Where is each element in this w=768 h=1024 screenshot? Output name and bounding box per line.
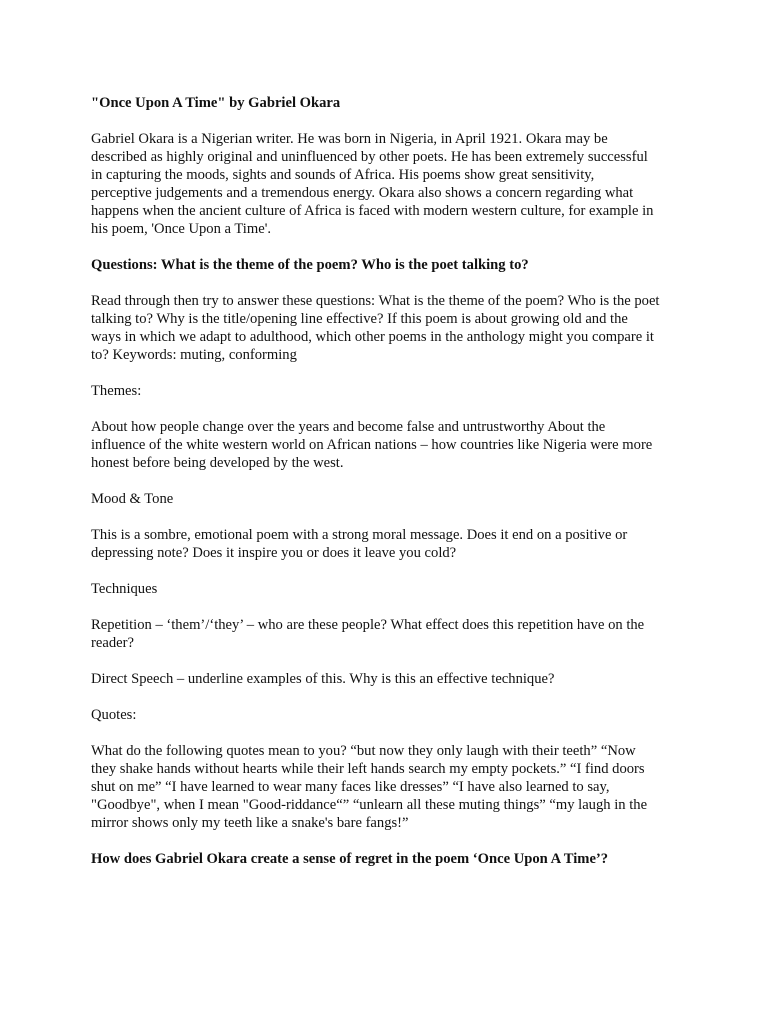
questions-paragraph: Read through then try to answer these questions: What is the theme of the poem? Who is the poet talking to? Why is the title/opening line effective? If this poem is about growing old and the ways in which we adapt to adulthood, which other poems in the anthology might you compare it to? Keywords: muting, conforming — [91, 293, 660, 363]
document-title: "Once Upon A Time" by Gabriel Okara — [91, 95, 341, 111]
themes-paragraph: About how people change over the years and become false and untrustworthy About the influence of the white western world on African nations – how countries like Nigeria were more honest before being developed by the west. — [91, 419, 653, 471]
questions-heading: Questions: What is the theme of the poem? Who is the poet talking to? — [91, 257, 529, 273]
mood-label: Mood & Tone — [91, 491, 174, 507]
final-question: How does Gabriel Okara create a sense of regret in the poem ‘Once Upon A Time’? — [91, 851, 609, 867]
repetition-paragraph: Repetition – ‘them’/‘they’ – who are these people? What effect does this repetition have on the reader? — [91, 617, 645, 651]
intro-paragraph: Gabriel Okara is a Nigerian writer. He was born in Nigeria, in April 1921. Okara may be described as highly original and uninfluenced by other poets. He has been extremely successful in capturing the moods, sights and sounds of Africa. His poems show great sensitivity, perceptive judgements and a tremendous energy. Okara also shows a concern regarding what happens when the ancient culture of Africa is faced with modern western culture, for example in his poem, 'Once Upon a Time'. — [91, 131, 654, 237]
direct-speech-paragraph: Direct Speech – underline examples of this. Why is this an effective technique? — [91, 671, 555, 687]
mood-paragraph: This is a sombre, emotional poem with a strong moral message. Does it end on a positive or depressing note? Does it inspire you or does it leave you cold? — [91, 527, 628, 561]
quotes-label: Quotes: — [91, 707, 137, 723]
techniques-label: Techniques — [91, 581, 158, 597]
quotes-paragraph: What do the following quotes mean to you? “but now they only laugh with their teeth” “Now they shake hands without hearts while their left hands search my empty pockets.” “I find doors shut on me” “I have learned to wear many faces like dresses” “I have also learned to say, "Goodbye", when I mean "Good-riddance“” “unlearn all these muting things” “my laugh in the mirror shows only my teeth like a snake's bare fangs!” — [91, 743, 648, 831]
themes-label: Themes: — [91, 383, 142, 399]
